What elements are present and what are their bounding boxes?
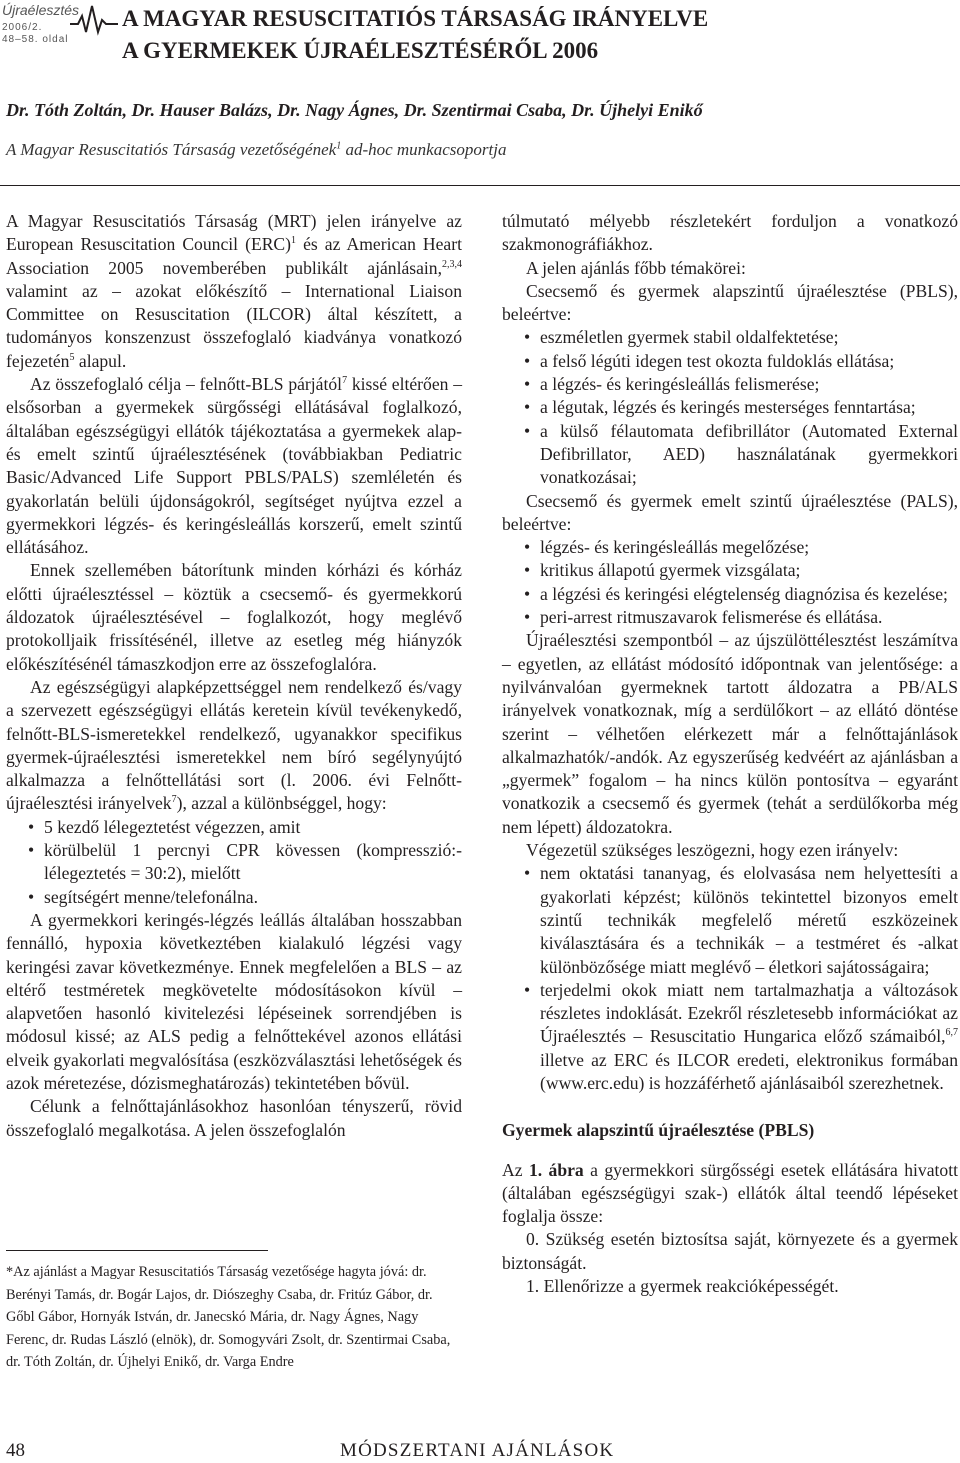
journal-masthead [0, 0, 118, 50]
journal-pages: 48–58. oldal [2, 34, 69, 45]
page-number: 48 [6, 1440, 25, 1461]
list-item: • terjedelmi okok miatt nem tartalmazhatja a változások részletes indoklását. Ezekről részletesebb információkat az Újraélesztés – Resuscitatio Hungarica előző számaiból,$^{6,7}$ illetve az ERC és ILCOR eredeti, elektronikus formában (www.erc.edu) is hozzáférhető ajánlásaiból szerezhetnek. [502, 979, 958, 1095]
disclaimer-list [502, 862, 958, 1095]
article-authors: Dr. Tóth Zoltán, Dr. Hauser Balázs, Dr. Nagy Ágnes, Dr. Szentirmai Csaba, Dr. Újhelyi Enikő [6, 100, 703, 120]
footnote-divider [6, 1250, 268, 1251]
journal-name: Újraélesztés [2, 2, 80, 18]
pals-intro: Csecsemő és gyermek emelt szintű újraélesztése (PALS), beleértve: [502, 490, 958, 534]
article-title-line2: A GYERMEKEK ÚJRAÉLESZTÉSÉRŐL 2006 [122, 38, 599, 63]
lay-rescuer-list [6, 816, 462, 909]
article-title-line1: A MAGYAR RESUSCITATIÓS TÁRSASÁG IRÁNYELVE [122, 6, 709, 31]
list-item: • nem oktatási tananyag, és elolvasása nem helyettesíti a gyakorlati képzést; különös tekintettel bizonyos emelt szintű technikák megfelelő méretű eszközeinek kiválasztására és a technikák – a testméret és -alkat különbözősége miatt meglévő – életkori sajátosságaira; [502, 862, 958, 978]
pals-topic-list [502, 536, 958, 629]
list-item: • a légutak, légzés és keringés mesterséges fenntartása; [502, 396, 958, 419]
goal-paragraph: Célunk a felnőttajánlásokhoz hasonlóan tényszerű, rövid összefoglaló megalkotása. A jelen összefoglalón [6, 1096, 462, 1140]
continuation-paragraph: túlmutató mélyebb részletekért forduljon a vonatkozó szakmonográfiákhoz. [502, 211, 958, 255]
section-heading-pbls: Gyermek alapszintű újraélesztése (PBLS) [502, 1120, 815, 1141]
list-item: • segítségért menne/telefonálna. [6, 886, 462, 909]
section-label: MÓDSZERTANI AJÁNLÁSOK [340, 1440, 615, 1461]
list-item: • 5 kezdő lélegeztetést végezzen, amit [6, 816, 462, 839]
encouragement-paragraph: Ennek szellemében bátorítunk minden kórházi és kórház előtti újraélesztéssel – köztük a csecsemő- és gyermekkorú áldozatok újraélesztésével – foglalkozót, hogy meglévő protokolljaik frissítésénél, illetve az esetleg még hiányzók előkészítésénél támaszkodjon erre az összefoglalóra. [6, 560, 462, 674]
list-item: • a légzés- és keringésleállás felismerése; [502, 373, 958, 396]
step-1: 1. Ellenőrizze a gyermek reakcióképességét. [526, 1276, 839, 1297]
approval-footnote: *Az ajánlást a Magyar Resuscitatiós Társaság vezetősége hagyta jóvá: dr. Berényi Tamás, dr. Bogár Lajos, dr. Diószeghy Csaba, dr. Fritúz Gábor, dr. Gőbl Gábor, Hornyák István, dr. Janecskó Mária, dr. Nagy Ágnes, Nagy Ferenc, dr. Rudas László (elnök), dr. Somogyvári Zsolt, dr. Szentirmai Csaba, dr. Tóth Zoltán, dr. Újhelyi Enikő, dr. Varga Endre [6, 1264, 451, 1371]
ecg-wave-icon [70, 2, 118, 38]
aim-paragraph: Az összefoglaló célja – felnőtt-BLS párjától$^7$ kissé eltérően – elsősorban a gyermekek sürgősségi ellátásával foglalkozó, általában egészségügyi ellátók tájékoztatása a gyermekek alap- és emelt szintű újraélesztésének (továbbiakban Pediatric Basic/Advanced Life Support PBLS/PALS) szemléletén és gyakorlatán belüli újdonságokról, segítséget nyújtva ezzel a gyermekkori légzés- és keringésleállás korszerű, emelt szintű ellátásához. [6, 374, 462, 558]
list-item: • körülbelül 1 percnyi CPR kövessen (kompresszió:-lélegeztetés = 30:2), mielőtt [6, 839, 462, 886]
list-item: • eszméletlen gyermek stabil oldalfektetése; [502, 326, 958, 349]
header-divider [0, 185, 960, 186]
pbls-intro: Csecsemő és gyermek alapszintű újraélesztése (PBLS), beleértve: [502, 280, 958, 325]
list-item: • a légzési és keringési elégtelenség diagnózisa és kezelése; [502, 583, 958, 606]
lay-rescuer-paragraph: Az egészségügyi alapképzettséggel nem rendelkező és/vagy a szervezett egészségügyi ellátás keretein kívül tevékenykedő, felnőtt-BLS-ismeretekkel rendelkező, ugyanakkor specifikus gyermek-újraélesztési ismeretekkel nem bíró segélynyújtó alkalmazza a felnőttellátási sort (l. 2006. évi Felnőtt-újraélesztési irányelvek$^7$), azzal a különbséggel, hogy: [6, 676, 462, 814]
step-0: 0. Szükség esetén biztosítsa saját, környezete és a gyermek biztonságát. [502, 1229, 958, 1273]
list-item: • a külső félautomata defibrillátor (Automated External Defibrillator, AED) használatának gyermekkori vonatkozásai; [502, 420, 958, 490]
pbls-topic-list [502, 326, 958, 489]
topics-intro: A jelen ajánlás főbb témakörei: [526, 257, 746, 278]
left-column [6, 210, 462, 1142]
figure-reference-paragraph: Az 1. ábra a gyermekkori sürgősségi esetek ellátására hivatott (általában egészségügyi szak-) ellátók által teendő lépéseket foglalja össze: [502, 1159, 959, 1227]
list-item: • a felső légúti idegen test okozta fuldoklás ellátása; [502, 350, 958, 373]
list-item: • peri-arrest ritmuszavarok felismerése és ellátása. [502, 606, 958, 629]
article-workgroup: A Magyar Resuscitatiós Társaság vezetőségének$^1$ ad-hoc munkacsoportja [6, 140, 507, 159]
list-item: • kritikus állapotú gyermek vizsgálata; [502, 559, 958, 582]
right-column [502, 210, 958, 1298]
disclaimer-intro: Végezetül szükséges leszögezni, hogy ezen irányelv: [526, 840, 899, 861]
age-definition-paragraph: Újraélesztési szempontból – az újszülöttélesztést leszámítva – egyetlen, az ellátást módosító időpontnak van jelentősége: a nyilvánvalóan gyermeknek tartott áldozatra a PB/ALS irányelvek vonatkoznak, míg a serdülőkort – az ellátó döntése szerint – vélhetően elérkezett már a felnőttajánlások alkalmazhatók/-andók. Az egyszerűség kedvéért az ajánlásban a „gyermek” fogalom – ha nincs külön pontosítva – egyaránt vonatkozik a csecsemő és gyermek (tehát a serdülőkorba még nem lépett) áldozatokra. [502, 630, 958, 837]
pathophysiology-paragraph: A gyermekkori keringés-légzés leállás általában hosszabban fennálló, hypoxia következtében kialakuló légzési vagy keringési zavar következménye. Ennek megfelelően a BLS – az eltérő testméretek megkövetelte módosításokon kívül – alapvetően hasonló kivitelezési lépéseinek sorrendjében is módosul kissé; az ALS pedig a felnőttekével azonos ellátási elveik gyakorlati megvalósítása (eszközválasztási lehetőségek és azok méretezése, dózismeghatározás) tekintetében bővül. [6, 909, 462, 1093]
intro-paragraph: A Magyar Resuscitatiós Társaság (MRT) jelen irányelve az European Resuscitation Council (ERC)$^1$ és az American Heart Association 2005 novemberében publikált ajánlásain,$^{2,3,4}$ valamint az – azokat előkészítő – International Liaison Committee on Resuscitation (ILCOR) által készített, a tudományos konszenzust összefoglaló kiadványa vonatkozó fejezetén$^5$ alapul. [6, 211, 462, 371]
list-item: • légzés- és keringésleállás megelőzése; [502, 536, 958, 559]
journal-issue: 2006/2. [2, 22, 43, 33]
